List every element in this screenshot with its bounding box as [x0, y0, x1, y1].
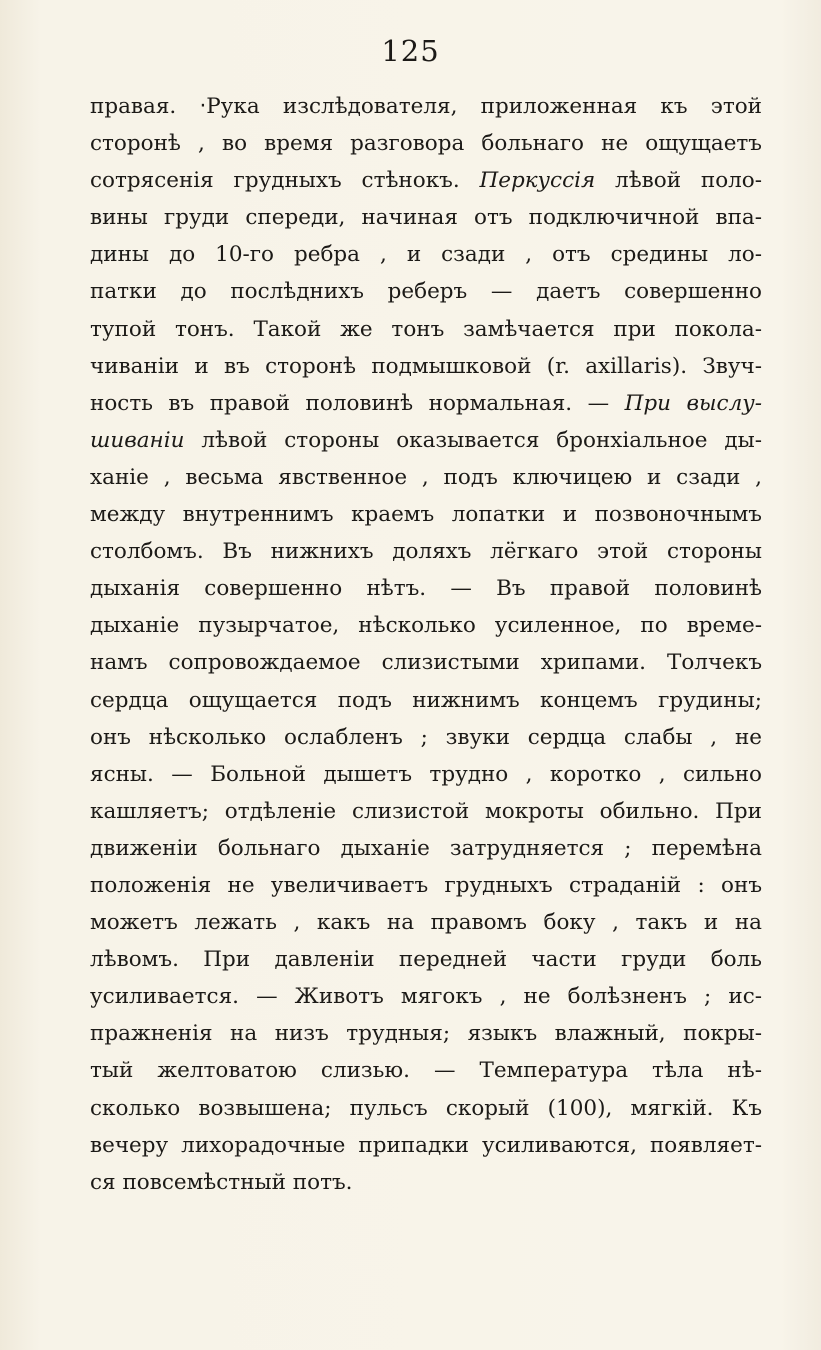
text-line: [90, 199, 762, 236]
text-line: [90, 682, 762, 719]
text-run: лѣвой стороны оказывается бронхіальное ды-: [184, 427, 762, 453]
page-number: 125: [381, 34, 440, 68]
text-run: ность въ правой половинѣ нормальная. —: [90, 390, 625, 416]
text-line: [90, 125, 762, 162]
text-line: [90, 348, 762, 385]
text-line: [90, 273, 762, 310]
text-line: [90, 607, 762, 644]
text-run: можетъ лежать , какъ на правомъ боку , такъ и на: [90, 910, 762, 936]
text-run: ханіе , весьма явственное , подъ ключицею и сзади ,: [90, 464, 762, 490]
text-line: [90, 1127, 762, 1164]
text-run: тупой тонъ. Такой же тонъ замѣчается при покола-: [90, 316, 762, 342]
text-line: [90, 311, 762, 348]
text-line: [90, 644, 762, 681]
text-line: [90, 867, 762, 904]
text-run: тый желтоватою слизью. — Температура тѣла нѣ-: [90, 1058, 762, 1084]
text-line: [90, 719, 762, 756]
text-run: движеніи больнаго дыханіе затрудняется ; перемѣна: [90, 835, 762, 861]
text-run: кашляетъ; отдѣленіе слизистой мокроты обильно. При: [90, 798, 762, 824]
body-text: [90, 88, 762, 1201]
text-line: [90, 1090, 762, 1127]
text-line: [90, 496, 762, 533]
text-run: ясны. — Больной дышетъ трудно , коротко , сильно: [90, 761, 762, 787]
text-run: сторонѣ , во время разговора больнаго не ощущаетъ: [90, 131, 762, 157]
text-line: [90, 904, 762, 941]
text-run: чиваніи и въ сторонѣ подмышковой (r. axillaris). Звуч-: [90, 353, 762, 379]
text-line: [90, 162, 762, 199]
text-run: усиливается. — Животъ мягокъ , не болѣзненъ ; ис-: [90, 984, 762, 1010]
text-line: [90, 1164, 762, 1201]
text-run: онъ нѣсколько ослабленъ ; звуки сердца слабы , не: [90, 724, 762, 750]
text-run: сердца ощущается подъ нижнимъ концемъ грудины;: [90, 687, 762, 713]
text-line: [90, 941, 762, 978]
text-line: [90, 756, 762, 793]
text-line: [90, 570, 762, 607]
text-run: пражненія на низъ трудныя; языкъ влажный, покры-: [90, 1021, 762, 1047]
text-run: лѣвой поло-: [595, 168, 762, 194]
italic-text: Перкуссія: [479, 168, 596, 194]
text-run: дыханіе пузырчатое, нѣсколько усиленное, по време-: [90, 613, 762, 639]
text-line: [90, 793, 762, 830]
text-run: между внутреннимъ краемъ лопатки и позвоночнымъ: [90, 502, 762, 528]
text-line: [90, 385, 762, 422]
text-run: дыханія совершенно нѣтъ. — Въ правой половинѣ: [90, 576, 762, 602]
text-run: вины груди спереди, начиная отъ подключичной впа-: [90, 205, 762, 231]
text-line: [90, 422, 762, 459]
italic-text: При выслу-: [624, 390, 762, 416]
text-run: положенія не увеличиваетъ грудныхъ страданій : онъ: [90, 872, 762, 898]
text-run: сотрясенія грудныхъ стѣнокъ.: [90, 168, 480, 194]
text-line: [90, 1052, 762, 1089]
text-line: [90, 830, 762, 867]
text-run: ся повсемѣстный потъ.: [90, 1169, 353, 1195]
text-line: [90, 1015, 762, 1052]
text-run: столбомъ. Въ нижнихъ доляхъ лёгкаго этой стороны: [90, 539, 762, 565]
text-line: [90, 88, 762, 125]
text-run: патки до послѣднихъ реберъ — даетъ совершенно: [90, 279, 762, 305]
text-run: сколько возвышена; пульсъ скорый (100), мягкій. Къ: [90, 1095, 762, 1121]
text-line: [90, 459, 762, 496]
text-line: [90, 236, 762, 273]
text-line: [90, 533, 762, 570]
text-line: [90, 978, 762, 1015]
text-run: лѣвомъ. При давленіи передней части груди боль: [90, 947, 762, 973]
italic-text: шиваніи: [90, 427, 185, 453]
text-run: вечеру лихорадочные припадки усиливаются, появляет-: [90, 1132, 762, 1158]
text-run: правая. ‧Рука изслѣдователя, приложенная къ этой: [90, 94, 762, 119]
text-run: дины до 10-го ребра , и сзади , отъ средины ло-: [90, 242, 762, 268]
text-run: намъ сопровождаемое слизистыми хрипами. Толчекъ: [90, 650, 762, 676]
